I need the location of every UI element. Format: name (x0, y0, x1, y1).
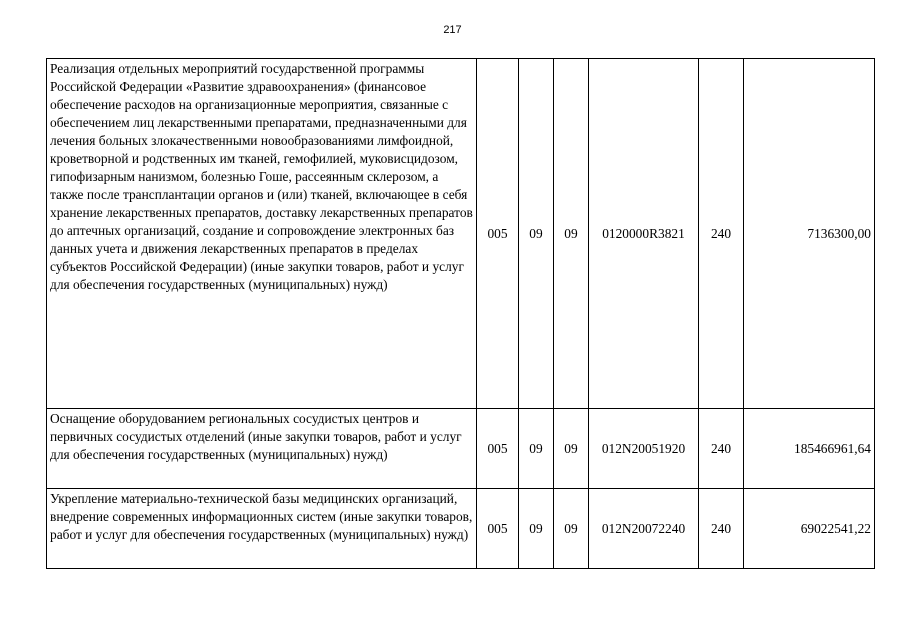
row-amount: 185466961,64 (744, 409, 875, 489)
row-target-article: 012N20072240 (589, 489, 699, 569)
row-amount: 7136300,00 (744, 59, 875, 409)
row-subsection-code: 09 (554, 409, 589, 489)
page-number: 217 (443, 24, 462, 36)
row-subsection-code: 09 (554, 59, 589, 409)
row-expense-type: 240 (699, 409, 744, 489)
row-expense-type: 240 (699, 59, 744, 409)
row-section-code: 09 (519, 409, 554, 489)
row-target-article: 0120000R3821 (589, 59, 699, 409)
row-ministry-code: 005 (477, 59, 519, 409)
row-target-article: 012N20051920 (589, 409, 699, 489)
table-row (47, 409, 875, 489)
table-row (47, 59, 875, 409)
row-amount: 69022541,22 (744, 489, 875, 569)
row-description: Оснащение оборудованием региональных сосудистых центров и первичных сосудистых отделений (иные закупки товаров, работ и услуг для обеспечения государственных (муниципальных) нужд) (47, 409, 477, 489)
row-ministry-code: 005 (477, 409, 519, 489)
row-expense-type: 240 (699, 489, 744, 569)
row-section-code: 09 (519, 489, 554, 569)
row-description: Укрепление материально-технической базы медицинских организаций, внедрение современных информационных систем (иные закупки товаров, работ и услуг для обеспечения государственных (муниципальных) нужд) (47, 489, 477, 569)
row-section-code: 09 (519, 59, 554, 409)
table-row (47, 489, 875, 569)
row-subsection-code: 09 (554, 489, 589, 569)
row-description: Реализация отдельных мероприятий государственной программы Российской Федерации «Развитие здравоохранения» (финансовое обеспечение расходов на организационные мероприятия, связанные с обеспечением лиц лекарственными препаратами, предназначенными для лечения больных злокачественными новообразованиями лимфоидной, кроветворной и родственных им тканей, гемофилией, муковисцидозом, гипофизарным нанизмом, болезнью Гоше, рассеянным склерозом, а также после трансплантации органов и (или) тканей, включающее в себя хранение лекарственных препаратов, доставку лекарственных препаратов до аптечных организаций, создание и сопровождение электронных баз данных учета и движения лекарственных препаратов в пределах субъектов Российской Федерации) (иные закупки товаров, работ и услуг для обеспечения государственных (муниципальных) нужд) (47, 59, 477, 409)
budget-table (46, 58, 875, 569)
row-ministry-code: 005 (477, 489, 519, 569)
